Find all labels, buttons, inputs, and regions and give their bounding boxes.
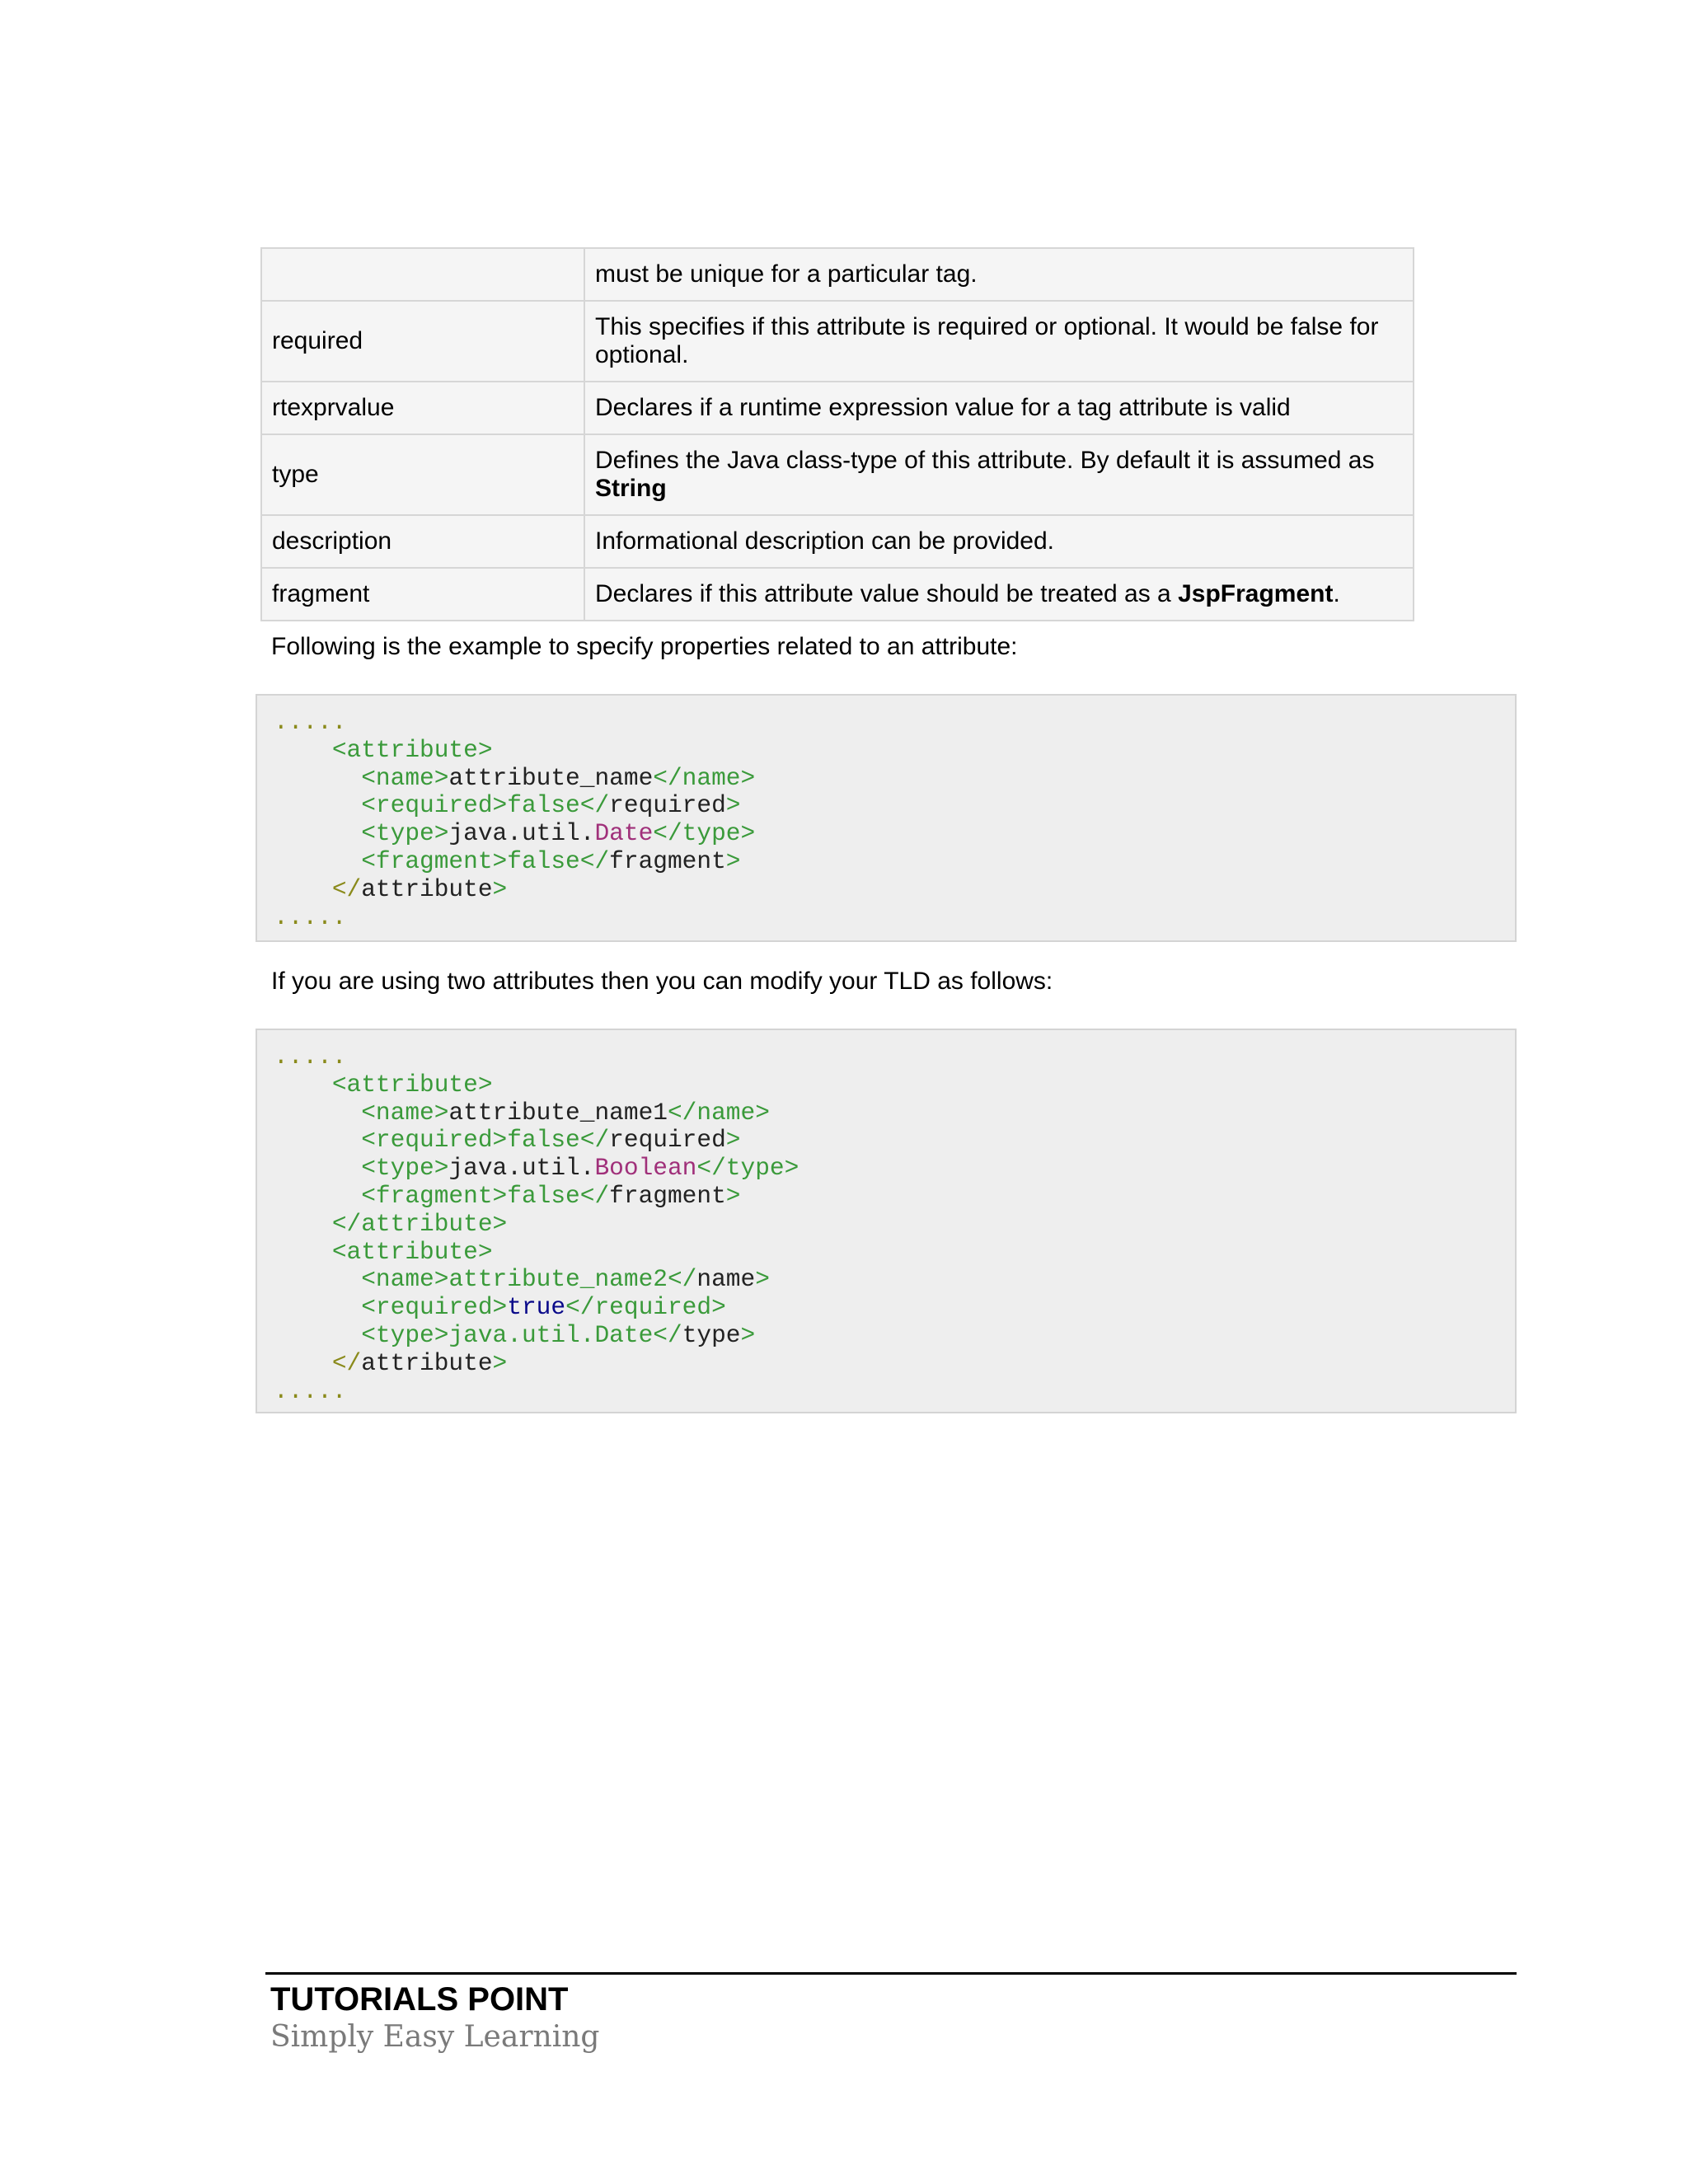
footer-divider [265, 1972, 1517, 1975]
property-cell: required [261, 301, 584, 382]
code-listing: ..... <attribute> <name>attribute_name</name> <required>false</required> <type>java.util.Date</type> <fragment>false</fragment> </attribute> ..... [274, 708, 756, 931]
code-listing: ..... <attribute> <name>attribute_name1</name> <required>false</required> <type>java.util.Boolean</type> <fragment>false</fragment> </attribute> <attribute> <name>attribute_name2</name> <required>true</required> <type>java.util.Date</type> </attribute> ..... [274, 1043, 799, 1405]
table-row [261, 248, 1414, 301]
property-cell: type [261, 434, 584, 515]
description-cell: This specifies if this attribute is required or optional. It would be false for optional. [584, 301, 1414, 382]
property-cell: rtexprvalue [261, 382, 584, 434]
property-cell: fragment [261, 568, 584, 621]
table-row [261, 382, 1414, 434]
table-row [261, 515, 1414, 568]
attribute-properties-table [260, 247, 1414, 621]
description-cell [584, 568, 1414, 621]
description-suffix: . [1333, 580, 1340, 607]
description-cell [584, 434, 1414, 515]
code-block-1 [256, 694, 1517, 942]
table-row [261, 434, 1414, 515]
description-text: Declares if this attribute value should be treated as a [595, 580, 1179, 607]
description-cell: Informational description can be provided. [584, 515, 1414, 568]
description-cell: Declares if a runtime expression value for a tag attribute is valid [584, 382, 1414, 434]
intro-paragraph-2: If you are using two attributes then you can modify your TLD as follows: [271, 968, 1053, 995]
description-text: Defines the Java class-type of this attribute. By default it is assumed as [595, 447, 1375, 474]
table-row [261, 301, 1414, 382]
description-bold: JspFragment [1178, 580, 1334, 607]
table-row [261, 568, 1414, 621]
property-cell [261, 248, 584, 301]
intro-paragraph-1: Following is the example to specify properties related to an attribute: [271, 633, 1018, 660]
footer-subtitle: Simply Easy Learning [270, 2020, 600, 2054]
footer-title: TUTORIALS POINT [270, 1981, 569, 2018]
description-cell: must be unique for a particular tag. [584, 248, 1414, 301]
description-bold: String [595, 475, 667, 502]
property-cell: description [261, 515, 584, 568]
code-block-2 [256, 1029, 1517, 1413]
